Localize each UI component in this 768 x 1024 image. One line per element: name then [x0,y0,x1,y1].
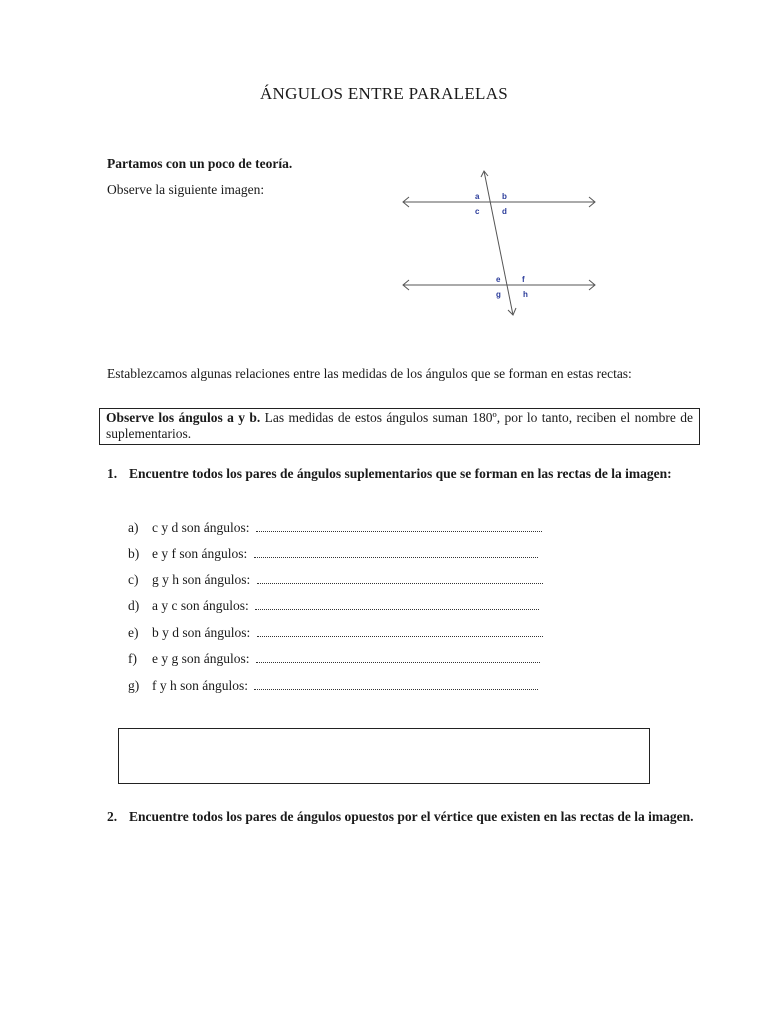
definition-end: . [187,426,192,441]
page-title: ÁNGULOS ENTRE PARALELAS [259,84,509,103]
answer-blank[interactable] [256,661,540,663]
question-1-text: Encuentre todos los pares de ángulos suplementarios que se forman en las rectas de la imagen: [129,466,672,481]
angle-label-a: a [475,192,480,201]
answer-blank[interactable] [257,582,543,584]
answer-blank[interactable] [256,530,542,532]
angle-label-c: c [475,207,480,216]
item-text: a y c son ángulos: [152,598,253,613]
angle-label-e: e [496,275,501,284]
angle-label-b: b [502,192,507,201]
item-text: f y h son ángulos: [152,678,252,693]
observe-text: Observe la siguiente imagen: [107,182,265,197]
item-text: e y g son ángulos: [152,651,253,666]
item-text: e y f son ángulos: [152,546,251,561]
item-text: c y d son ángulos: [152,520,253,535]
list-item [128,598,539,614]
answer-blank[interactable] [254,688,538,690]
definition-text: Las medidas de estos ángulos suman 180º, por lo tanto, reciben el nombre de [260,410,693,425]
question-1-number: 1. [107,466,118,481]
definition-box [99,408,700,445]
list-item [128,546,538,562]
list-item [128,625,543,641]
item-label: e) [128,625,139,640]
definition-bold: Observe los ángulos a y b. [106,410,261,425]
answer-blank[interactable] [257,635,543,637]
list-item [128,651,540,667]
angle-label-g: g [496,290,501,299]
parallel-lines-figure [395,165,610,325]
item-label: b) [128,546,140,561]
list-item [128,572,543,588]
intro-heading: Partamos con un poco de teoría. [107,156,293,171]
item-text: g y h son ángulos: [152,572,254,587]
empty-answer-box[interactable] [118,728,650,784]
question-2-number: 2. [107,809,118,824]
answer-blank[interactable] [254,556,538,558]
item-label: f) [128,651,137,666]
definition-term: suplementarios [106,426,188,441]
item-label: a) [128,520,139,535]
answer-blank[interactable] [255,608,539,610]
list-item [128,678,538,694]
item-text: b y d son ángulos: [152,625,254,640]
item-label: g) [128,678,140,693]
list-item [128,520,542,536]
question-2-text: Encuentre todos los pares de ángulos opuestos por el vértice que existen en las rectas de la imagen. [129,809,694,824]
relations-text: Establezcamos algunas relaciones entre las medidas de los ángulos que se forman en estas rectas: [107,366,632,381]
angle-label-h: h [523,290,528,299]
angle-label-d: d [502,207,507,216]
angle-label-f: f [522,275,525,284]
item-label: c) [128,572,139,587]
item-label: d) [128,598,140,613]
